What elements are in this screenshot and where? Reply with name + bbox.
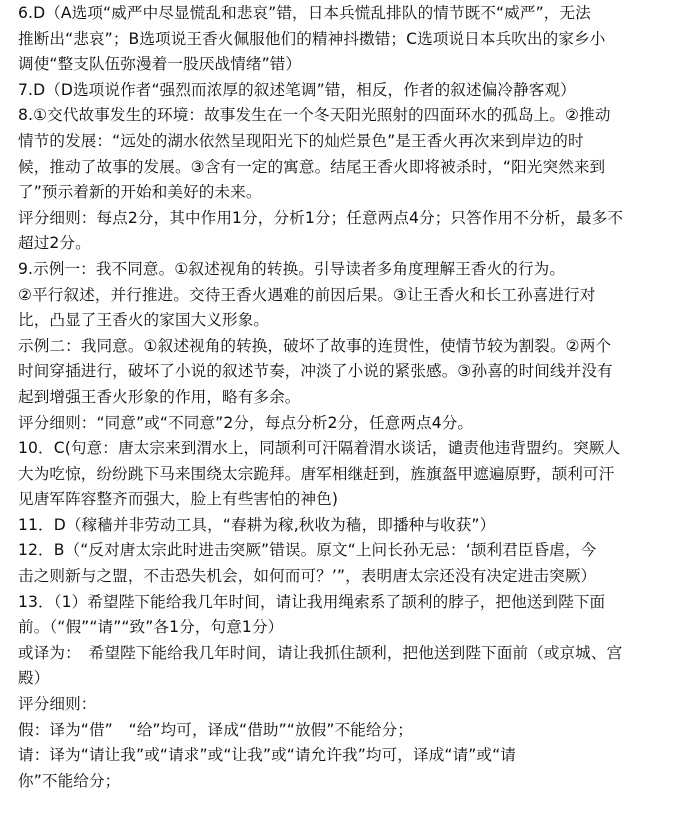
- text-line: 或译为： 希望陛下能给我几年时间，请让我抓住颉利，把他送到陛下面前（或京城、宫: [18, 643, 623, 662]
- text-line: 起到增强王香火形象的作用，略有多余。: [18, 387, 301, 406]
- text-line: 假：译为“借” “给”均可，译成“借助”“放假”不能给分；: [18, 720, 413, 739]
- text-line: 情节的发展：“远处的湖水依然呈现阳光下的灿烂景色”是王香火再次来到岸边的时: [18, 131, 584, 150]
- text-line: 评分细则：每点2分，其中作用1分，分析1分；任意两点4分；只答作用不分析，最多不: [18, 208, 624, 227]
- text-line: 8.①交代故事发生的环境：故事发生在一个冬天阳光照射的四面环水的孤岛上。②推动: [18, 106, 611, 125]
- text-line: 大为吃惊，纷纷跳下马来围绕太宗跪拜。唐军相继赶到，旌旗盔甲遮遍原野，颉利可汗: [18, 464, 615, 483]
- text-line: 见唐军阵容整齐而强大，脸上有些害怕的神色): [18, 490, 339, 509]
- text-line: 你”不能给分；: [18, 771, 121, 790]
- text-line: ②平行叙述，并行推进。交待王香火遇难的前因后果。③让王香火和长工孙喜进行对: [18, 285, 596, 304]
- text-line: 时间穿插进行，破坏了小说的叙述节奏，冲淡了小说的紧张感。③孙喜的时间线并没有: [18, 362, 613, 381]
- text-line: 11．D（稼穑并非劳动工具，“春耕为稼,秋收为穑，即播种与收获”）: [18, 515, 496, 534]
- text-line: 殿）: [18, 669, 50, 688]
- text-line: 示例二：我同意。①叙述视角的转换，破坏了故事的连贯性，使情节较为割裂。②两个: [18, 336, 612, 355]
- text-line: 评分细则：“同意”或“不同意”2分，每点分析2分，任意两点4分。: [18, 413, 474, 432]
- text-line: 6.D（A选项“威严中尽显慌乱和悲哀”错，日本兵慌乱排队的情节既不“威严”，无法: [18, 4, 591, 22]
- text-line: [18, 794, 686, 820]
- text-line: 13．（1）希望陛下能给我几年时间，请让我用绳索系了颉利的脖子，把他送到陛下面: [18, 592, 606, 611]
- text-line: 评分细则：: [18, 695, 97, 714]
- text-line: 了”预示着新的开始和美好的未来。: [18, 183, 262, 202]
- text-line: 10．C(句意：唐太宗来到渭水上，同颉利可汗隔着渭水谈话，谴责他违背盟约。突厥人: [18, 439, 621, 458]
- text-line: 比，凸显了王香火的家国大义形象。: [18, 311, 270, 330]
- text-line: 9.示例一：我不同意。①叙述视角的转换。引导读者多角度理解王香火的行为。: [18, 259, 566, 278]
- text-line: 候，推动了故事的发展。③含有一定的寓意。结尾王香火即将被杀时，“阳光突然来到: [18, 157, 606, 176]
- text-line: 击之则新与之盟，不击恐失机会，如何而可？’”，表明唐太宗还没有决定进击突厥）: [18, 567, 597, 586]
- text-line: 前。（“假”“请”“致”各1分，句意1分）: [18, 618, 284, 637]
- text-line: 请：译为“请让我”或“请求”或“让我”或“请允许我”均可，译成“请”或“请: [18, 746, 517, 765]
- text-line: 超过2分。: [18, 234, 91, 253]
- text-line: 推断出“悲哀”；B选项说王香火佩服他们的精神抖擞错；C选项说日本兵吹出的家乡小: [18, 29, 606, 48]
- text-line: 7.D（D选项说作者“强烈而浓厚的叙述笔调”错，相反，作者的叙述偏冷静客观）: [18, 80, 576, 99]
- text-line: 调使“整支队伍弥漫着一股厌战情绪”错）: [18, 55, 302, 74]
- text-line: 12．B（“反对唐太宗此时进击突厥”错误。原文“上问长孙无忌：‘颉利君臣昏虐，今: [18, 541, 597, 560]
